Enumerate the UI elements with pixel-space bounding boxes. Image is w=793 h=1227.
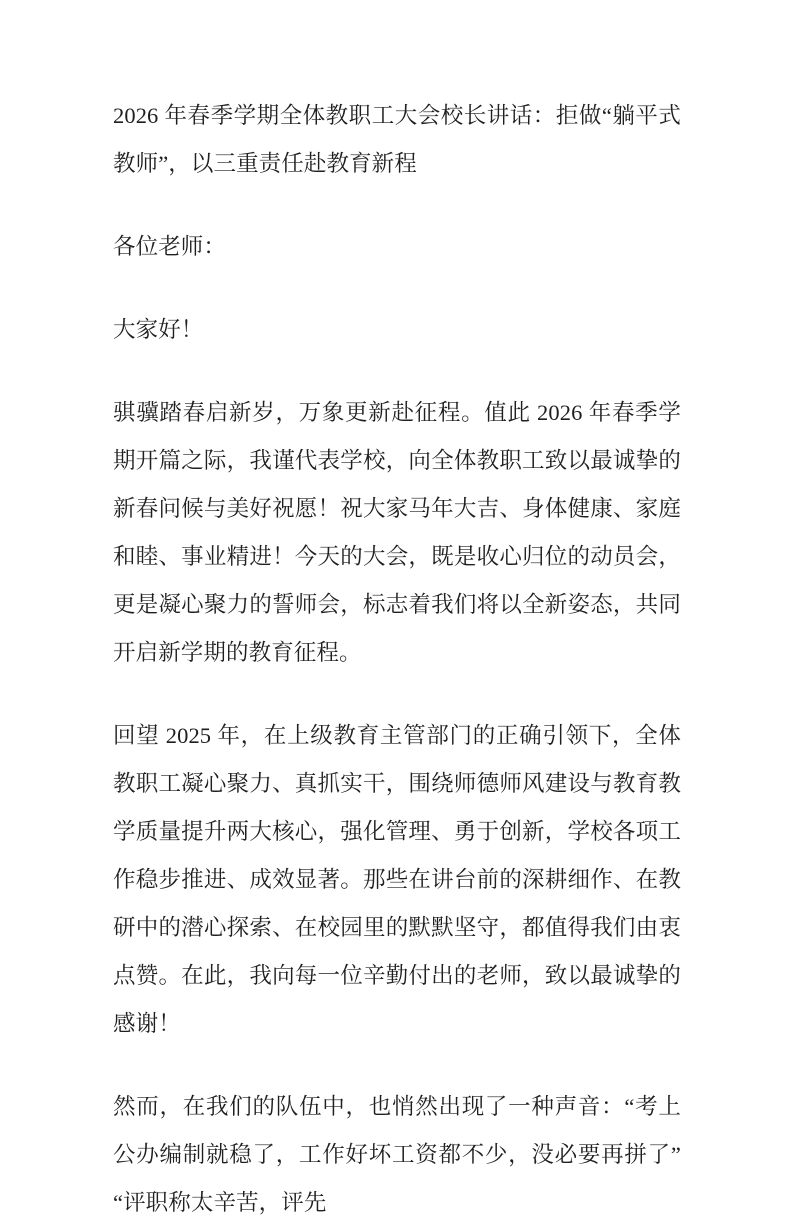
body-paragraph-2: 回望 2025 年，在上级教育主管部门的正确引领下，全体教职工凝心聚力、真抓实干，围绕师德师风建设与教育教学质量提升两大核心，强化管理、勇于创新，学校各项工作稳步推进、成效显著。那些在讲台前的深耕细作、在教研中的潜心探索、在校园里的默默坚守，都值得我们由衷点赞。在此，我向每一位辛勤付出的老师，致以最诚挚的感谢！	[113, 723, 681, 1036]
salutation-line: 各位老师：	[113, 234, 227, 259]
body-paragraph-1: 骐骥踏春启新岁，万象更新赴征程。值此 2026 年春季学期开篇之际，我谨代表学校，向全体教职工致以最诚挚的新春问候与美好祝愿！祝大家马年大吉、身体健康、家庭和睦、事业精进！今天的大会，既是收心归位的动员会，更是凝心聚力的誓师会，标志着我们将以全新姿态，共同开启新学期的教育征程。	[113, 400, 681, 665]
body-paragraph-3: 然而，在我们的队伍中，也悄然出现了一种声音：“考上公办编制就稳了，工作好坏工资都不少，没必要再拼了”“评职称太辛苦，评先	[113, 1094, 681, 1215]
greeting-line: 大家好！	[113, 317, 204, 342]
document-title: 2026 年春季学期全体教职工大会校长讲话：拒做“躺平式教师”，以三重责任赴教育新程	[113, 103, 681, 176]
document-body	[113, 92, 681, 1227]
